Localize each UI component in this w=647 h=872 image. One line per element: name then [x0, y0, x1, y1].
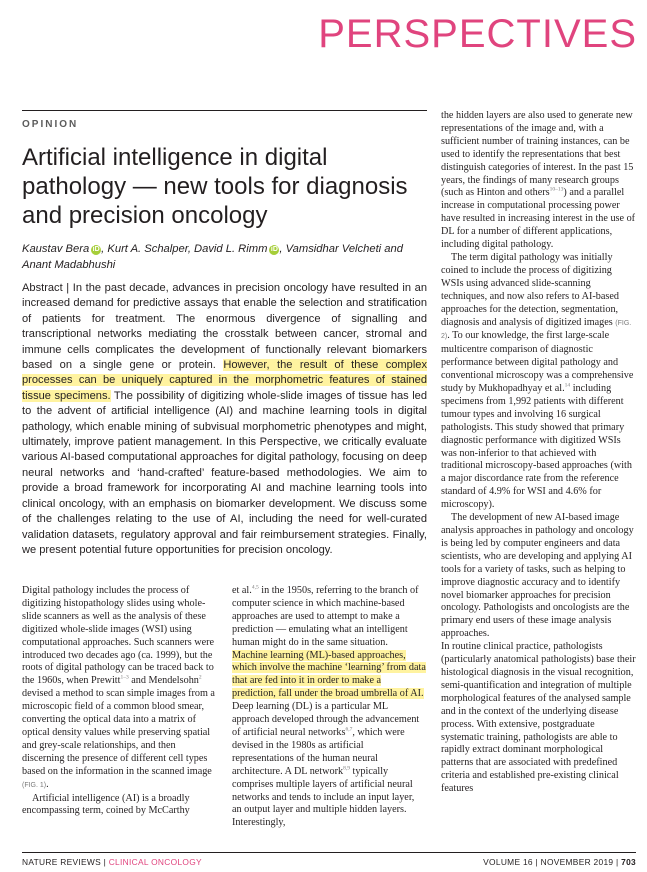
paragraph: The development of new AI-based image analysis approaches in pathology and oncology is being led by computer engineers and data scientists, who are developing and applying AI tools for a variety of tasks, such as helping to improve diagnostic accuracy and to identify novel biomarker approaches for precision oncology. Pathologists and oncologists are the primary end users of these image analysis approaches. [441, 512, 634, 640]
author-name: Kaustav Bera [22, 243, 90, 255]
body-text: Deep learning (DL) is a particular ML approach developed through the advancement of artificial neural networks [232, 701, 420, 738]
abstract-text: Abstract | In the past decade, advances in precision oncology have resulted in an increased demand for predictive assays that enable the selection and stratification of patients for treatment. The enormous divergence of signalling and transcriptional networks mediating the crosstalk between cancer, stromal and immune cells complicates the development of functionally relevant biomarkers based on a single gene or protein. [22, 282, 427, 372]
author-list [22, 241, 427, 273]
body-text: the hidden layers are also used to generate new representations of the image and, with a sufficient number of training instances, can be used to identify the representations that best distinguish categories of interest. In the past 15 years, the findings of many research groups (such as Hinton and others [441, 110, 634, 199]
page-number: 703 [621, 857, 636, 867]
paragraph [441, 252, 636, 512]
body-text: et al. [232, 585, 252, 596]
body-text: including specimens from 1,992 patients with different tumour types and involving 16 surgical pathologists. This study showed that primary diagnostic performance with digitized WSIs was non-inferior to that achieved with traditional microscopy-based approaches (with a major discordance rate from the reference standard of 4.9% for WSI and 4.6% for microscopy). [441, 383, 632, 511]
footer-rule [22, 852, 636, 853]
subjournal-name: CLINICAL ONCOLOGY [108, 857, 202, 867]
highlighted-text: Machine learning (ML)-based approaches, which involve the machine ‘learning’ from data that are fed into it in order to make a prediction, fall under the broad umbrella of AI. [232, 649, 426, 700]
body-column-1 [22, 585, 215, 818]
citation-ref[interactable]: 10–13 [549, 187, 564, 194]
highlighted-text: However, the result of these complex processes can be uniquely captured in the morphometric features of stained tissue specimens. [22, 359, 428, 402]
body-text: , which were devised in the 1980s as artificial representations of the human neural architecture. A DL network [232, 726, 405, 777]
article-title: Artificial intelligence in digital pathology — new tools for diagnosis and precision oncology [22, 144, 408, 229]
paragraph [441, 110, 636, 252]
figure-ref[interactable]: (FIG. 1) [22, 781, 47, 789]
orcid-icon[interactable]: iD [92, 246, 100, 253]
author-name: , Vamsidhar Velcheti and [279, 243, 403, 255]
citation-ref[interactable]: 14 [564, 382, 571, 389]
volume-info: VOLUME 16 | NOVEMBER 2019 | [483, 857, 622, 867]
body-text: in the 1950s, referring to the branch of computer science in which machine-based approaches are used to attempt to make a prediction — emulating what an intelligent human might do in the same situation. [232, 585, 419, 648]
body-text: ) and a parallel increase in computational processing power have resulted in increasing interest in the use of DL for a number of different applications, including digital pathology. [441, 187, 636, 251]
paragraph: Artificial intelligence (AI) is a broadly encompassing term, coined by McCarthy [22, 792, 190, 817]
body-text: typically comprises multiple layers of artificial neural networks and tends to include an input layer, an output layer and multiple hidden layers. Interestingly, [232, 765, 415, 829]
body-text: devised a method to scan simple images from a microscopic field of a common blood smear, converting the optical data into a matrix of optical density values while preserving spatial and grey-scale relationships, and then discerning the presence of different cell types based on the information in the scanned image [22, 688, 215, 777]
footer-separator: | [100, 857, 109, 867]
citation-ref[interactable]: 4,5 [251, 584, 259, 591]
citation-ref[interactable]: 8,9 [343, 765, 350, 772]
journal-section-header: PERSPECTIVES [318, 12, 637, 56]
abstract [22, 281, 427, 558]
top-rule-left [22, 110, 427, 111]
body-column-3 [441, 110, 636, 796]
abstract-text: The possibility of digitizing whole-slide images of tissue has led to the advent of artificial intelligence (AI) and machine learning tools in digital pathology, which enable mining of subvisual morphometric phenotypes and might, ultimately, improve patient management. In this Perspective, we critically evaluate various AI-based computational approaches for digital pathology, focusing on deep neural networks and ‘hand-crafted’ feature-based methodologies. We aim to provide a broad framework for incorporating AI and machine learning tools into clinical oncology, with an emphasis on biomarker development. We discuss some of the challenges relating to the use of AI, including the need for well-curated validation datasets, regulatory approval and fair reimbursement strategies. Finally, we present potential future opportunities for precision oncology. [22, 389, 427, 556]
section-label: OPINION [22, 119, 79, 130]
figure-ref[interactable]: (FIG. 2) [441, 319, 632, 341]
body-text: . [46, 778, 49, 790]
citation-ref[interactable]: 6,7 [345, 726, 353, 733]
orcid-icon[interactable]: iD [270, 246, 278, 253]
author-name: Anant Madabhushi [22, 259, 116, 271]
footer-journal [22, 857, 202, 867]
journal-name: NATURE REVIEWS [22, 857, 101, 867]
body-text: and Mendelsohn [128, 675, 199, 687]
paragraph [232, 585, 426, 830]
citation-ref[interactable]: 1–3 [120, 674, 129, 681]
footer-volume [483, 857, 636, 867]
citation-ref[interactable]: 2 [198, 674, 202, 681]
body-text: Digital pathology includes the process of digitizing histopathology slides using whole-slide scanners as well as the analysis of these digitized whole-slide images (WSI) using computational approaches. Such scanners were introduced two decades ago (ca. 1999), but the roots of digital pathology can be traced back to the 1960s, when Prewitt [22, 585, 215, 687]
body-column-2 [232, 585, 426, 830]
author-name: , Kurt A. Schalper, David L. Rimm [101, 243, 268, 255]
paragraph: In routine clinical practice, pathologists (particularly anatomical pathologists) base their histological diagnosis in the visual recognition, semi-quantification and integration of multiple morphological features of the analysed sample and in the context of the underlying disease process. With extensive, postgraduate systematic training, pathologists are able to rapidly extract dominant morphological patterns that are associated with predefined criteria and established pre-existing clinical features [441, 641, 636, 795]
paragraph [22, 585, 215, 793]
body-text: . To our knowledge, the first large-scale multicentre comparison of diagnostic performance between digital pathology and conventional microscopy was a comprehensive study by Mukhopadhyay et al. [441, 330, 634, 395]
body-text: The term digital pathology was initially coined to include the process of digitizing WSIs using advanced slide-scanning techniques, and now also refers to AI-based approaches for the detection, segmentation, diagnosis and analysis of digitized images [441, 251, 619, 328]
